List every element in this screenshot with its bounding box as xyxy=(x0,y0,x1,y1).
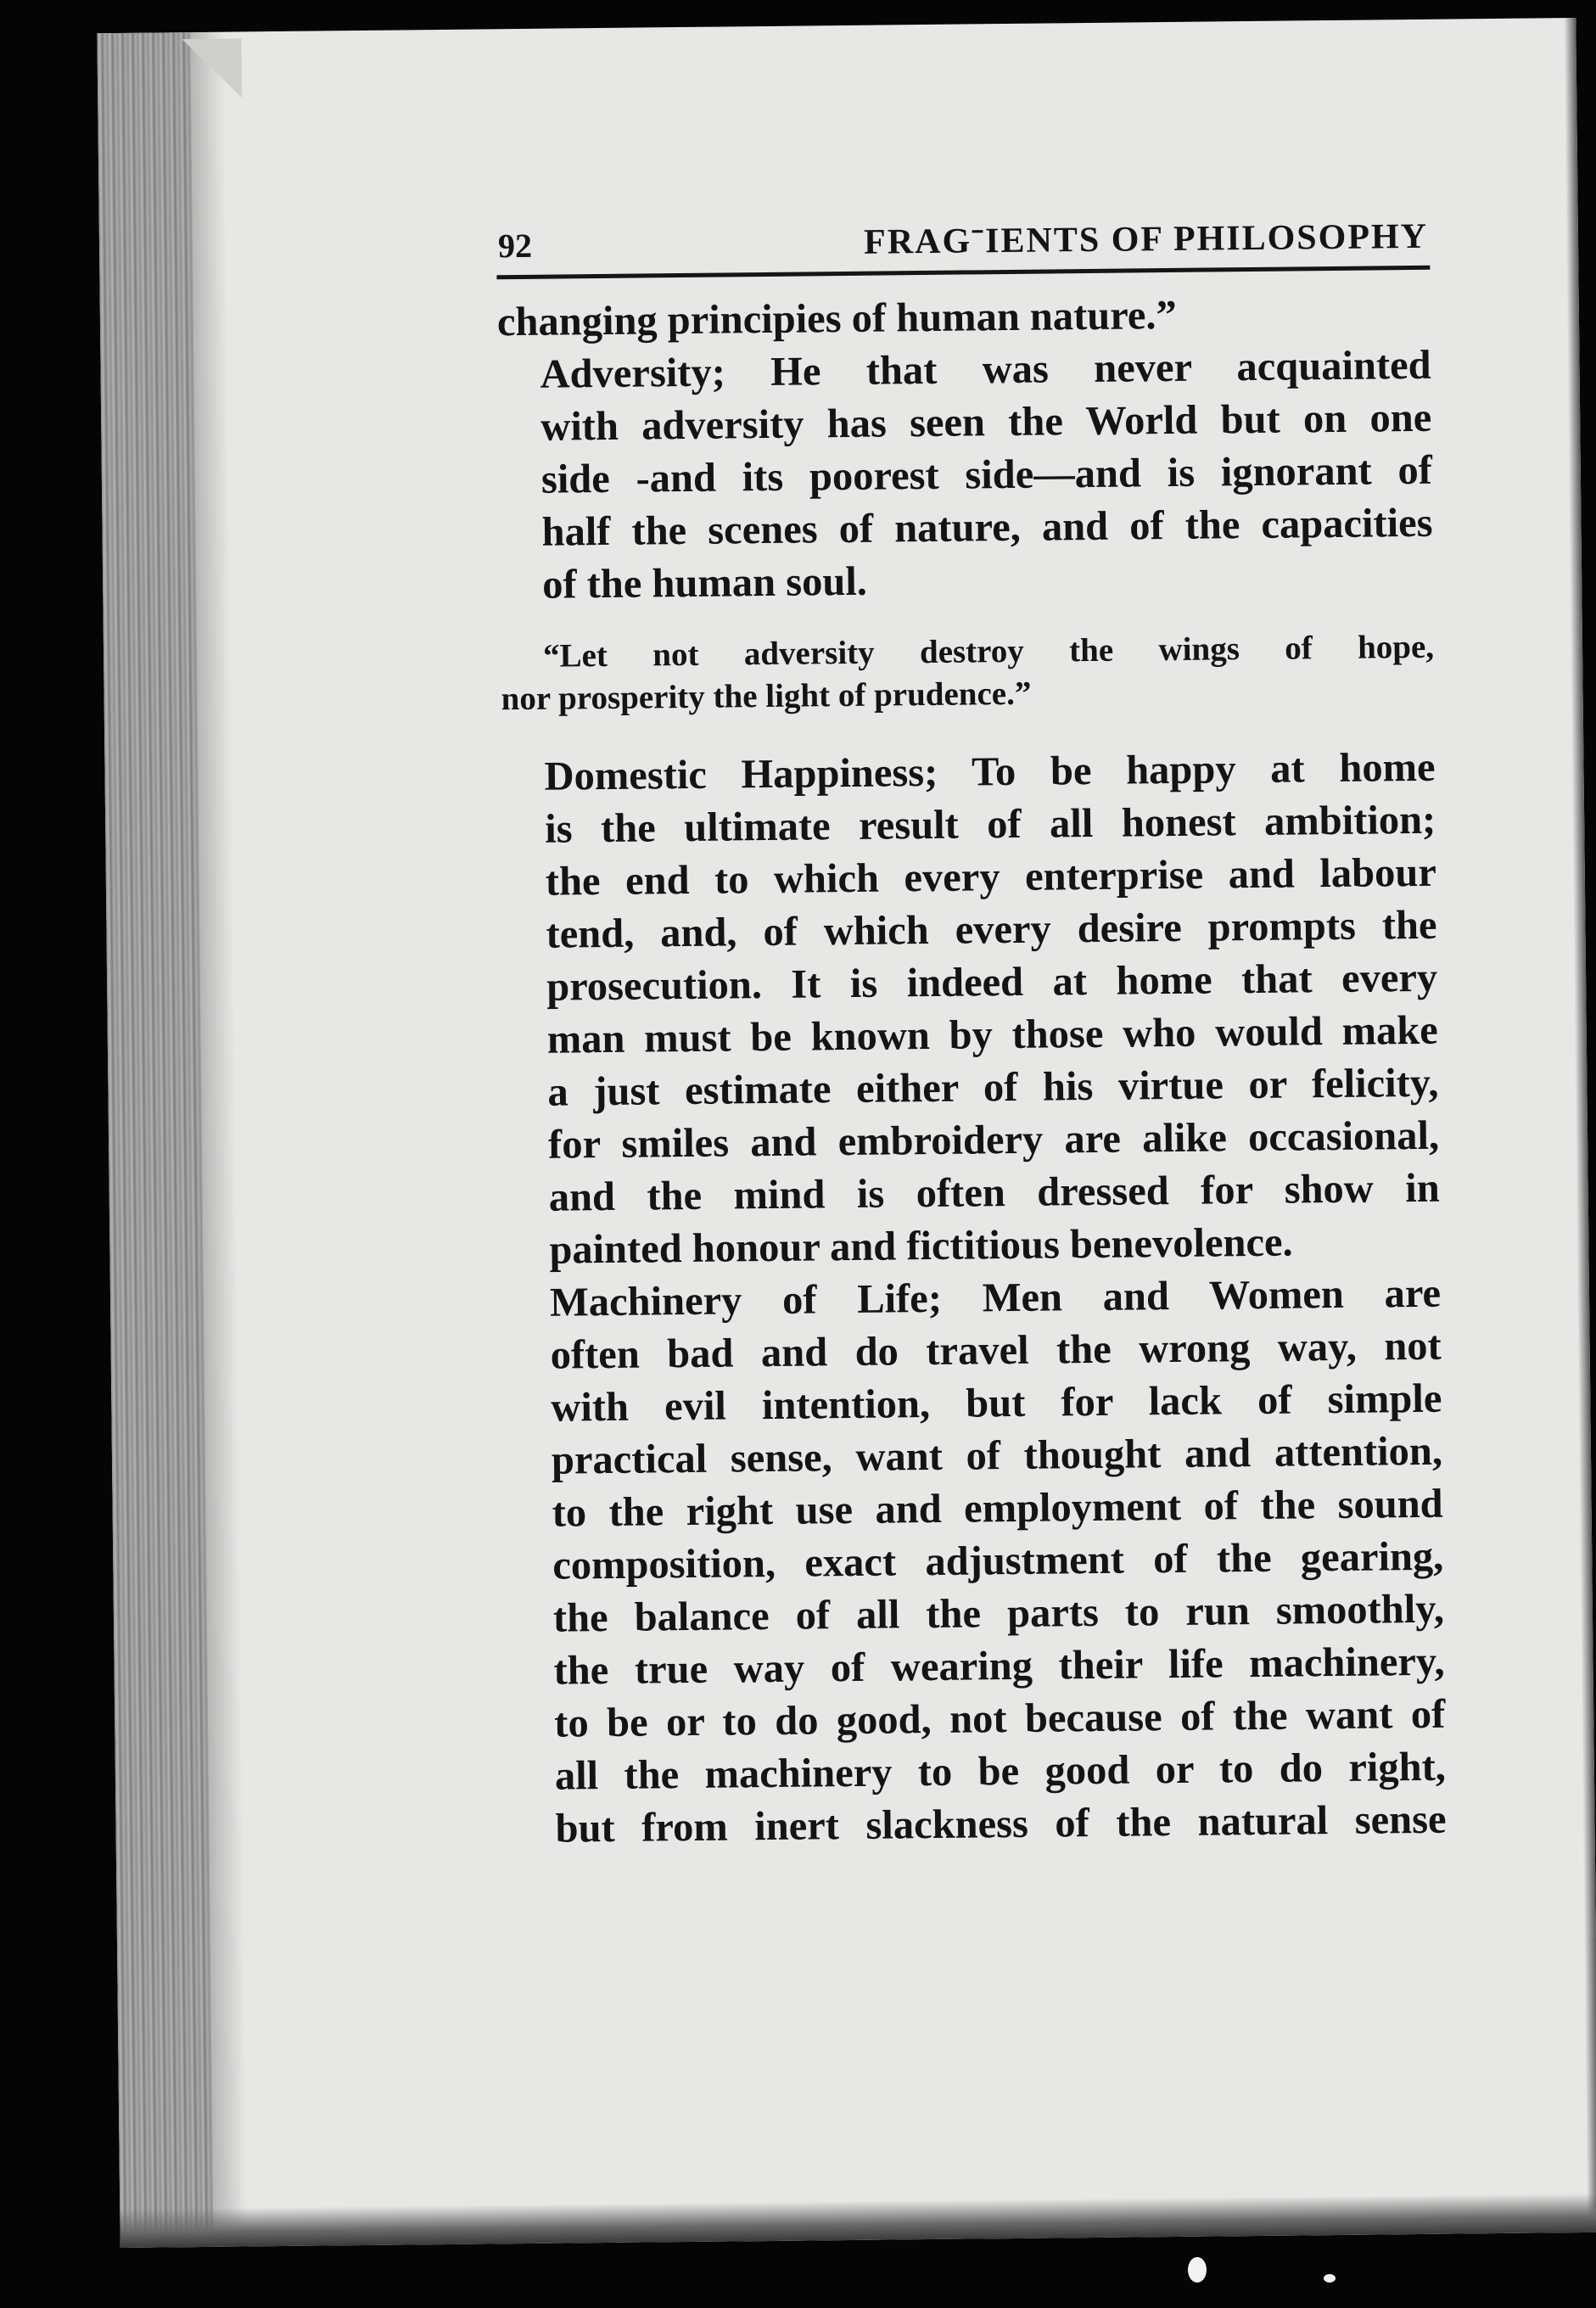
text-line: for smiles and embroidery are alike occasional, xyxy=(547,1112,1440,1168)
text-line: side -and its poorest side—and is ignorant of xyxy=(540,447,1433,502)
paragraph-domestic-happiness xyxy=(501,742,1440,1277)
text-line: Domestic Happiness; To be happy at home xyxy=(544,744,1436,799)
running-head xyxy=(496,216,1431,280)
page-text-block xyxy=(496,216,1447,1856)
page-bottom-edge xyxy=(120,2193,1596,2248)
page-number: 92 xyxy=(497,226,533,266)
scan-artifact xyxy=(1324,2274,1336,2283)
quote-line: nor prosperity the light of prudence.” xyxy=(501,675,1032,718)
text-line: changing principies of human nature.” xyxy=(496,292,1178,345)
text-line: is the ultimate result of all honest ambition; xyxy=(544,797,1436,852)
text-line: prosecution. It is indeed at home that every xyxy=(546,955,1438,1010)
text-line: with adversity has seen the World but on one xyxy=(540,395,1432,450)
paragraph-machinery-of-life xyxy=(507,1268,1447,1856)
text-line: all the machinery to be good or to do right, xyxy=(554,1744,1447,1799)
text-line: but from inert slackness of the natural sense xyxy=(555,1796,1447,1851)
text-line: a just estimate either of his virtue or felicity, xyxy=(547,1060,1439,1115)
text-line: half the scenes of nature, and of the capacities xyxy=(541,500,1433,555)
running-title: FRAGˉIENTS OF PHILOSOPHY xyxy=(863,216,1429,262)
block-quote xyxy=(501,626,1435,721)
text-line: often bad and do travel the wrong way, not xyxy=(550,1323,1442,1378)
page-right-edge xyxy=(1564,18,1596,2232)
text-line: composition, exact adjustment of the gearing, xyxy=(552,1533,1444,1588)
text-line: Machinery of Life; Men and Women are xyxy=(549,1270,1442,1325)
quote-line: “Let not adversity destroy the wings of hope, xyxy=(542,628,1435,675)
text-line: the end to which every enterprise and labour xyxy=(545,849,1437,905)
text-line: tend, and, of which every desire prompts the xyxy=(546,902,1437,957)
scan-artifact xyxy=(1188,2257,1207,2283)
text-line: the balance of all the parts to run smoothly, xyxy=(552,1586,1445,1641)
text-line: painted honour and fictitious benevolence. xyxy=(549,1219,1293,1273)
paragraph-adversity xyxy=(497,339,1433,613)
book-page xyxy=(97,18,1596,2248)
text-line: with evil intention, but for lack of simple xyxy=(551,1375,1442,1431)
text-line: man must be known by those who would make xyxy=(546,1007,1439,1062)
text-line: to the right use and employment of the sound xyxy=(552,1481,1443,1536)
paragraph-continuation xyxy=(497,287,1431,350)
text-line: Adversity; He that was never acquainted xyxy=(540,342,1431,397)
text-line: of the human soul. xyxy=(541,558,868,608)
text-line: to be or to do good, not because of the want of xyxy=(553,1691,1446,1746)
text-line: practical sense, want of thought and attention, xyxy=(551,1428,1443,1483)
text-line: and the mind is often dressed for show in xyxy=(548,1165,1440,1220)
text-line: the true way of wearing their life machinery, xyxy=(553,1639,1445,1694)
folded-corner xyxy=(182,38,242,98)
